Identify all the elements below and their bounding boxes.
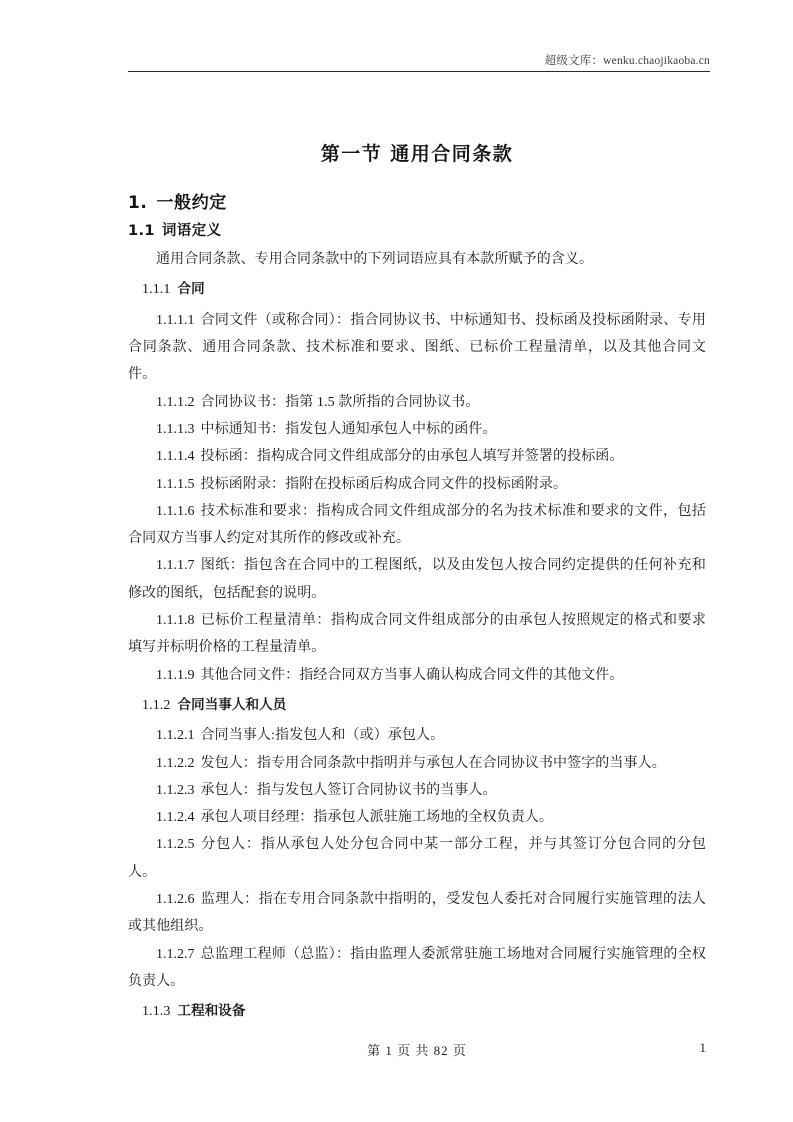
clause-number: 1.1.1.7 [156, 558, 195, 574]
clause-text: 总监理工程师（总监）：指由监理人委派常驻施工场地对合同履行实施管理的全权负责人。 [128, 946, 706, 989]
heading-number: 1.1.1 [142, 282, 171, 298]
body-paragraph [128, 886, 706, 941]
body-paragraph [128, 552, 706, 607]
clause-number: 1.1.1.3 [156, 421, 195, 437]
body-paragraph [128, 498, 706, 553]
clause-number: 1.1.2.3 [156, 782, 195, 798]
heading-number: 1.1.2 [142, 697, 171, 713]
body-paragraph [128, 416, 706, 443]
body-paragraph [128, 607, 706, 662]
header-watermark-text: 超级文库：wenku.chaojikaoba.cn [544, 55, 710, 67]
clause-number: 1.1.1.9 [156, 667, 195, 683]
clause-text: 其他合同文件：指经合同双方当事人确认构成合同文件的其他文件。 [200, 667, 624, 683]
body-paragraph [128, 941, 706, 996]
clause-number: 1.1.2.1 [156, 728, 195, 744]
clause-number: 1.1.1.1 [156, 312, 195, 328]
clause-text: 通用合同条款、专用合同条款中的下列词语应具有本款所赋予的含义。 [156, 252, 594, 268]
clause-text: 投标函：指构成合同文件组成部分的由承包人填写并签署的投标函。 [200, 449, 624, 465]
body-paragraph [128, 307, 706, 389]
body-paragraph [128, 389, 706, 416]
heading-text: 一般约定 [156, 192, 227, 213]
heading-text: 工程和设备 [177, 1003, 246, 1020]
clause-text: 承包人：指与发包人签订合同协议书的当事人。 [200, 782, 497, 798]
header-divider [128, 71, 710, 72]
body-paragraph [128, 443, 706, 470]
heading-level-1 [128, 191, 706, 216]
clause-text: 投标函附录：指附在投标函后构成合同文件的投标函附录。 [200, 476, 568, 492]
heading-number: 1. [128, 192, 148, 213]
body-paragraph [128, 246, 706, 273]
heading-text: 词语定义 [161, 223, 222, 240]
heading-level-2 [128, 221, 706, 242]
clause-text: 发包人：指专用合同条款中指明并与承包人在合同协议书中签字的当事人。 [200, 755, 666, 771]
heading-number: 1.1.3 [142, 1004, 171, 1020]
heading-level-3 [128, 273, 706, 306]
clause-number: 1.1.1.6 [156, 503, 195, 519]
clause-text: 合同文件（或称合同）：指合同协议书、中标通知书、投标函及投标函附录、专用合同条款、通用合同条款、技术标准和要求、图纸、已标价工程量清单，以及其他合同文件。 [128, 312, 706, 383]
clause-text: 监理人：指在专用合同条款中指明的，受发包人委托对合同履行实施管理的法人或其他组织。 [128, 891, 706, 935]
clause-number: 1.1.2.2 [156, 755, 195, 771]
heading-text: 合同 [177, 281, 205, 298]
body-paragraph [128, 662, 706, 689]
clause-number: 1.1.1.8 [156, 613, 195, 629]
clause-text: 图纸：指包含在合同中的工程图纸，以及由发包人按合同约定提供的任何补充和修改的图纸，包括配套的说明。 [128, 558, 706, 601]
clause-text: 合同当事人:指发包人和（或）承包人。 [200, 728, 445, 744]
body-paragraph [128, 750, 706, 777]
clause-number: 1.1.2.7 [156, 946, 195, 962]
section-list [128, 191, 706, 1029]
body-paragraph [128, 722, 706, 749]
clause-text: 合同协议书：指第 1.5 款所指的合同协议书。 [200, 394, 480, 410]
clause-number: 1.1.2.6 [156, 891, 195, 907]
clause-text: 分包人：指从承包人处分包合同中某一部分工程，并与其签订分包合同的分包人。 [128, 837, 706, 880]
heading-text: 合同当事人和人员 [177, 696, 287, 713]
clause-text: 承包人项目经理：指承包人派驻施工场地的全权负责人。 [200, 810, 553, 826]
clause-text: 中标通知书：指发包人通知承包人中标的函件。 [200, 421, 497, 437]
footer-page-info: 第 1 页 共 82 页 [367, 1043, 467, 1058]
document-body [128, 140, 706, 1028]
clause-number: 1.1.1.2 [156, 394, 195, 410]
clause-text: 技术标准和要求：指构成合同文件组成部分的名为技术标准和要求的文件，包括合同双方当事人约定对其所作的修改或补充。 [128, 503, 706, 547]
page-title: 第一节 通用合同条款 [320, 143, 514, 165]
clause-number: 1.1.2.4 [156, 810, 195, 826]
body-paragraph [128, 831, 706, 886]
page-footer [128, 1040, 706, 1062]
page-header [128, 52, 710, 72]
heading-number: 1.1 [128, 223, 155, 240]
heading-level-3 [128, 995, 706, 1028]
body-paragraph [128, 471, 706, 498]
clause-number: 1.1.1.4 [156, 449, 195, 465]
clause-number: 1.1.2.5 [156, 837, 195, 853]
heading-level-3 [128, 689, 706, 722]
clause-number: 1.1.1.5 [156, 476, 195, 492]
footer-page-number: 1 [699, 1040, 706, 1055]
body-paragraph [128, 777, 706, 804]
body-paragraph [128, 804, 706, 831]
clause-text: 已标价工程量清单：指构成合同文件组成部分的由承包人按照规定的格式和要求填写并标明价格的工程量清单。 [128, 613, 706, 656]
